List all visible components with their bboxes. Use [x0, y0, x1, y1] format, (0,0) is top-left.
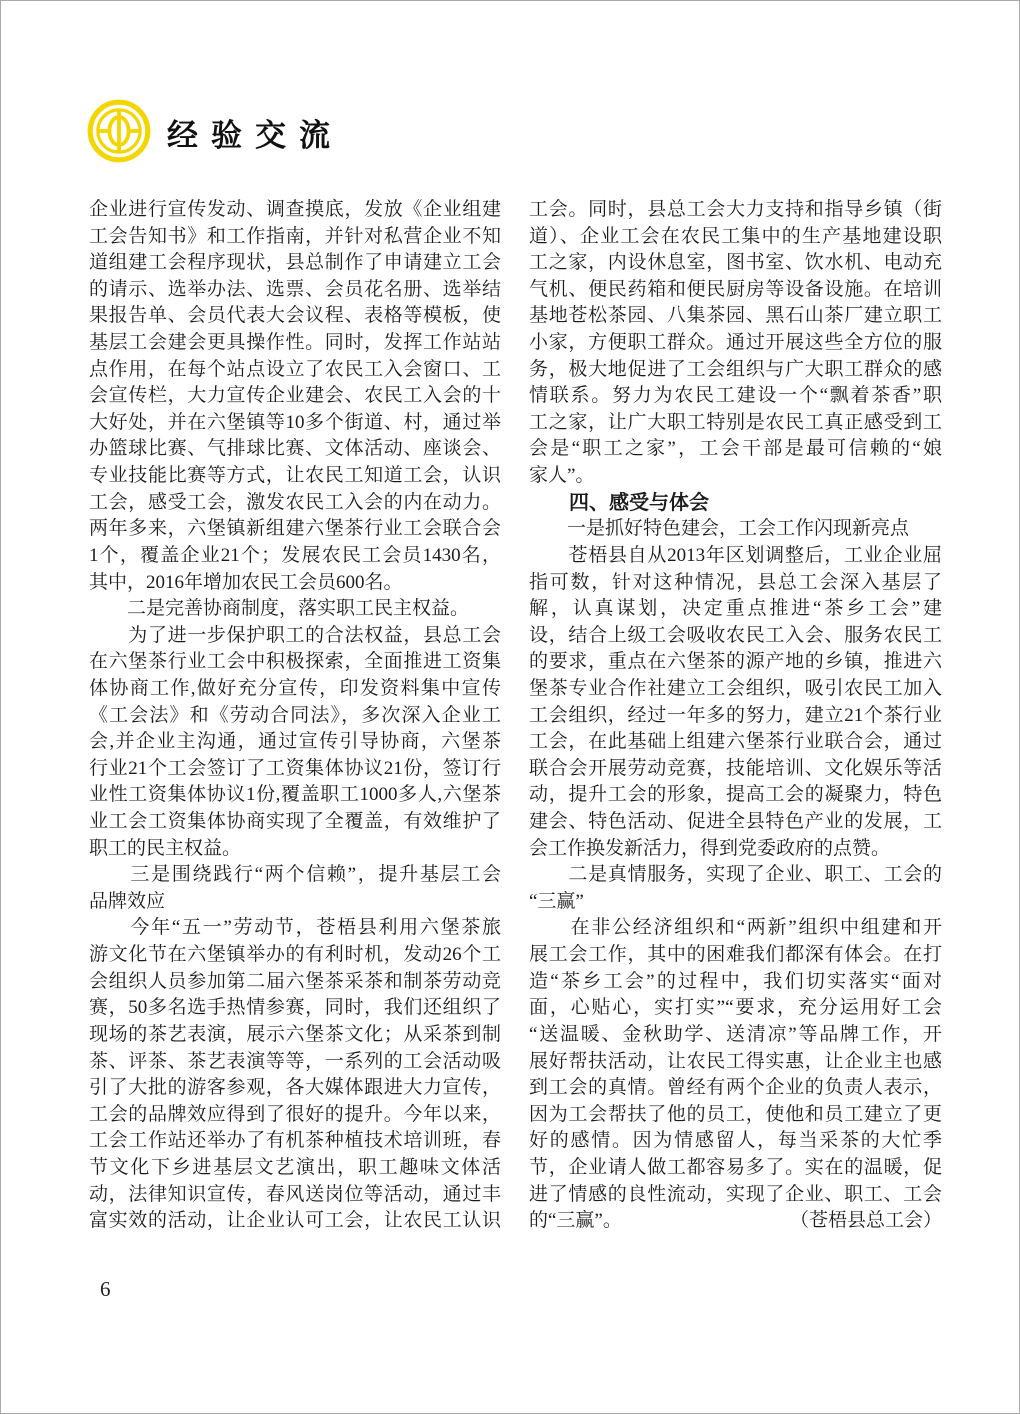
- text-line: 体协商工作,做好充分宣传，印发资料集中宣传: [89, 677, 501, 699]
- text-line: 专业技能比赛等方式，让农民工知道工会，认识: [89, 465, 501, 487]
- text-line: 务，极大地促进了工会组织与广大职工群众的感: [529, 358, 942, 380]
- text-line: 《工会法》和《劳动合同法》，多次深入企业工: [89, 704, 501, 726]
- text-line: 解，认真谋划，决定重点推进“茶乡工会”建: [529, 598, 942, 620]
- text-line: 引了大批的游客参观，各大媒体跟进大力宣传，: [89, 1077, 501, 1099]
- text-line: 道组建工会程序现状，县总制作了申请建立工会: [89, 252, 501, 274]
- text-line: 赛，50多名选手热情参赛，同时，我们还组织了: [89, 997, 501, 1019]
- text-line: 业工会工资集体协商实现了全覆盖，有效维护了: [89, 811, 501, 833]
- text-line: 到工会的真情。曾经有两个企业的负责人表示，: [529, 1077, 942, 1099]
- text-line: 基地苍松茶园、八集茶园、黑石山茶厂建立职工: [529, 305, 942, 327]
- text-line: 一是抓好特色建会，工会工作闪现新亮点: [529, 518, 910, 540]
- text-line: 家人”。: [529, 465, 595, 487]
- text-line: 工会告知书》和工作指南，并针对私营企业不知: [89, 225, 501, 247]
- text-line: 节文化下乡进基层文艺演出，职工趣味文体活: [89, 1156, 501, 1178]
- text-line: 其中，2016年增加农民工会员600名。: [89, 571, 403, 593]
- text-line: 指可数，针对这种情况，县总工会深入基层了: [529, 571, 942, 593]
- text-line: 富实效的活动，让企业认可工会，让农民工认识: [89, 1210, 501, 1232]
- text-line: 两年多来，六堡镇新组建六堡茶行业工会联合会: [89, 518, 501, 540]
- text-line: 在非公经济组织和“两新”组织中组建和开: [529, 917, 942, 939]
- header: [87, 99, 343, 163]
- text-line: 的请示、选举办法、选票、会员花名册、选举结: [89, 278, 501, 300]
- text-line: 会组织人员参加第二届六堡茶采茶和制茶劳动竞: [89, 970, 501, 992]
- text-line: 动，提升工会的形象，提高工会的凝聚力，特色: [529, 784, 942, 806]
- text-line: 三是围绕践行“两个信赖”，提升基层工会: [89, 864, 501, 886]
- page-title: 经验交流: [167, 117, 343, 153]
- text-line: 茶、评茶、茶艺表演等等，一系列的工会活动吸: [89, 1050, 501, 1072]
- section-heading-line: 四、感受与体会: [529, 491, 709, 514]
- text-line: 好的感情。因为情感留人，每当采茶的大忙季: [529, 1130, 942, 1152]
- right-column: [529, 197, 942, 1235]
- text-line: 工会工作站还举办了有机茶种植技术培训班，春: [89, 1130, 501, 1152]
- text-line: 职工的民主权益。: [89, 837, 242, 859]
- text-line: 展好帮扶活动，让农民工得实惠，让企业主也感: [529, 1050, 942, 1072]
- text-line: 工会。同时，县总工会大力支持和指导乡镇（街: [529, 199, 942, 220]
- text-line: 工会，感受工会，激发农民工入会的内在动力。: [89, 491, 501, 513]
- text-line: 会是“职工之家”，工会干部是最可信赖的“娘: [529, 438, 942, 460]
- text-line: [529, 1208, 942, 1235]
- text-line: 行业21个工会签订了工资集体协议21份，签订行: [89, 757, 501, 779]
- text-line: 联合会开展劳动竞赛，技能培训、文化娱乐等活: [529, 757, 942, 779]
- text-line: 在六堡茶行业工会中积极探索，全面推进工资集: [89, 651, 501, 673]
- text-line: 造“茶乡工会”的过程中，我们切实落实“面对: [529, 970, 942, 992]
- text-line: 会,并企业主沟通，通过宣传引导协商，六堡茶: [89, 731, 501, 753]
- text-line: 大好处，并在六堡镇等10多个街道、村，通过举: [89, 411, 501, 433]
- text-line: 工会的品牌效应得到了很好的提升。今年以来，: [89, 1103, 501, 1125]
- text-line: 游文化节在六堡镇举办的有利时机，发动26个工: [89, 944, 501, 966]
- text-line: 工之家，让广大职工特别是农民工真正感受到工: [529, 411, 942, 433]
- text-line: 会工作换发新活力，得到党委政府的点赞。: [529, 837, 891, 859]
- text-line: “三赢”: [529, 890, 584, 912]
- text-line: 气机、便民药箱和便民厨房等设备设施。在培训: [529, 278, 942, 300]
- text-line: 点作用，在每个站点设立了农民工入会窗口、工: [89, 358, 501, 380]
- text-line: 企业进行宣传发动、调查摸底，发放《企业组建: [89, 199, 501, 220]
- union-logo-icon: [87, 99, 151, 163]
- text-line: 小家，方便职工群众。通过开展这些全方位的服: [529, 332, 942, 354]
- text-line: 工会，在此基础上组建六堡茶行业联合会，通过: [529, 731, 942, 753]
- text-line: 情联系。努力为农民工建设一个“飘着茶香”职: [529, 385, 942, 407]
- text-line: 道）、企业工会在农民工集中的生产基地建设职: [529, 225, 942, 247]
- text-line: 堡茶专业合作社建立工会组织，吸引农民工加入: [529, 677, 942, 699]
- byline-attribution: （苍梧县总工会）: [789, 1210, 942, 1232]
- text-line-left: 的“三赢”。: [529, 1210, 622, 1232]
- text-line: 现场的茶艺表演，展示六堡茶文化；从采茶到制: [89, 1023, 501, 1045]
- text-line: 办篮球比赛、气排球比赛、文体活动、座谈会、: [89, 438, 501, 460]
- text-line: 会宣传栏，大力宣传企业建会、农民工入会的十: [89, 385, 501, 407]
- text-line: 的要求，重点在六堡茶的源产地的乡镇，推进六: [529, 651, 942, 673]
- text-line: 1个，覆盖企业21个；发展农民工会员1430名，: [89, 544, 501, 566]
- text-line: 二是真情服务，实现了企业、职工、工会的: [529, 864, 942, 886]
- text-line: 基层工会建会更具操作性。同时，发挥工作站站: [89, 332, 501, 354]
- text-line: 进了情感的良性流动，实现了企业、职工、工会: [529, 1183, 942, 1205]
- text-line: 为了进一步保护职工的合法权益，县总工会: [89, 624, 501, 646]
- text-line: 面，心贴心，实打实”“要求，充分运用好工会: [529, 997, 942, 1019]
- left-column: [89, 197, 501, 1235]
- text-line: 因为工会帮扶了他的员工，使他和员工建立了更: [529, 1103, 942, 1125]
- text-line: 工会组织，经过一年多的努力，建立21个茶行业: [529, 704, 942, 726]
- text-line: 果报告单、会员代表大会议程、表格等模板，使: [89, 305, 501, 327]
- text-line: 动，法律知识宣传，春风送岗位等活动，通过丰: [89, 1183, 501, 1205]
- text-line: 今年“五一”劳动节，苍梧县利用六堡茶旅: [89, 917, 501, 939]
- text-line: 二是完善协商制度，落实职工民主权益。: [89, 598, 470, 620]
- text-line: 苍梧县自从2013年区划调整后，工业企业屈: [529, 544, 942, 566]
- text-line: 建会、特色活动、促进全县特色产业的发展，工: [529, 811, 942, 833]
- text-line: 展工会工作，其中的困难我们都深有体会。在打: [529, 944, 942, 966]
- text-line: “送温暖、金秋助学、送清凉”等品牌工作，开: [529, 1023, 942, 1045]
- text-line: 设，结合上级工会吸收农民工入会、服务农民工: [529, 624, 942, 646]
- page-number: 6: [100, 1277, 111, 1301]
- text-line: 业性工资集体协议1份,覆盖职工1000多人,六堡茶: [89, 784, 501, 806]
- text-line: 节，企业请人做工都容易多了。实在的温暖，促: [529, 1156, 942, 1178]
- text-line: 工之家，内设休息室，图书室、饮水机、电动充: [529, 252, 942, 274]
- text-line: 品牌效应: [89, 890, 166, 912]
